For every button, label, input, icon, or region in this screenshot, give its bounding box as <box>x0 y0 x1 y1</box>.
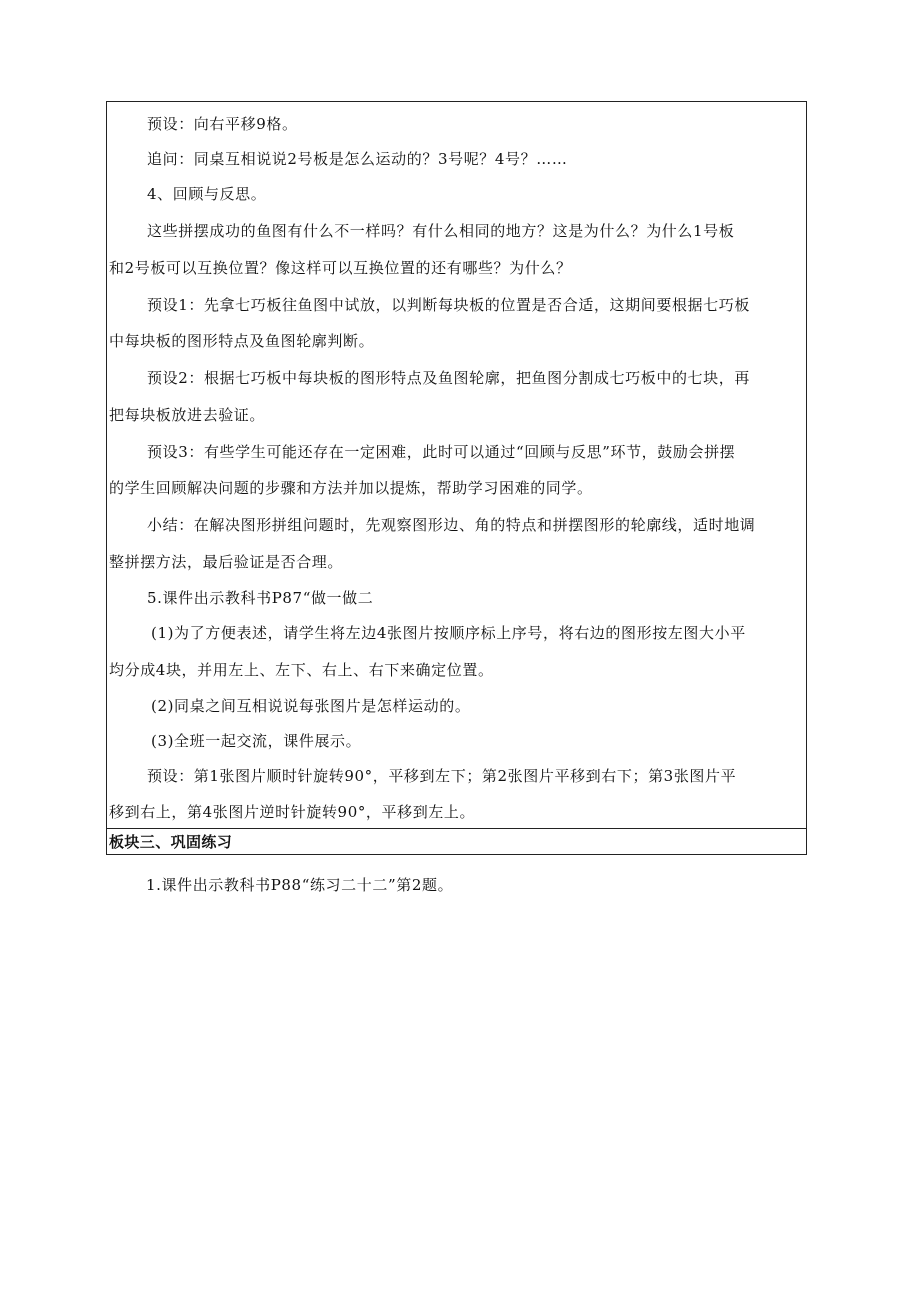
paragraph-step2: (2)同桌之间互相说说每张图片是怎样运动的。 <box>151 697 471 715</box>
paragraph-preset2-line2: 把每块板放进去验证。 <box>109 406 266 424</box>
paragraph-preset3-line2: 的学生回顾解决问题的步骤和方法并加以提炼，帮助学习困难的同学。 <box>109 479 593 497</box>
lesson-table <box>106 101 807 855</box>
paragraph-preset1-line2: 中每块板的图形特点及鱼图轮廓判断。 <box>109 332 375 350</box>
paragraph-step1-line2: 均分成4块，并用左上、左下、右上、右下来确定位置。 <box>109 661 494 679</box>
paragraph-step3: (3)全班一起交流，课件展示。 <box>151 732 362 750</box>
section-heading: 板块三、巩固练习 <box>109 833 233 851</box>
paragraph-preset-rotate-line2: 移到右上，第4张图片逆时针旋转90°，平移到左上。 <box>109 803 476 821</box>
paragraph-summary-line2: 整拼摆方法，最后验证是否合理。 <box>109 553 344 571</box>
paragraph-review-question-line1: 这些拼摆成功的鱼图有什么不一样吗？有什么相同的地方？这是为什么？为什么1号板 <box>147 222 735 240</box>
paragraph-preset1-line1: 预设1：先拿七巧板往鱼图中试放，以判断每块板的位置是否合适，这期间要根据七巧板 <box>147 296 750 314</box>
paragraph-exercise: 1.课件出示教科书P88“练习二十二”第2题。 <box>146 876 454 894</box>
paragraph-followup-question: 追问：同桌互相说说2号板是怎么运动的？3号呢？4号？…… <box>147 150 568 168</box>
paragraph-review-question-line2: 和2号板可以互换位置？像这样可以互换位置的还有哪些？为什么？ <box>109 259 572 277</box>
paragraph-step1-line1: (1)为了方便表述，请学生将左边4张图片按顺序标上序号，将右边的图形按左图大小平 <box>151 624 746 642</box>
paragraph-courseware-p87: 5.课件出示教科书P87“做一做二 <box>147 589 374 607</box>
paragraph-preset3-line1: 预设3：有些学生可能还存在一定困难，此时可以通过“回顾与反思”环节，鼓励会拼摆 <box>147 443 736 461</box>
paragraph-preset-shift: 预设：向右平移9格。 <box>147 115 298 133</box>
paragraph-preset-rotate-line1: 预设：第1张图片顺时针旋转90°，平移到左下；第2张图片平移到右下；第3张图片平 <box>147 767 737 785</box>
section-divider <box>107 828 806 829</box>
paragraph-review-heading: 4、回顾与反思。 <box>147 185 267 203</box>
paragraph-summary-line1: 小结：在解决图形拼组问题时，先观察图形边、角的特点和拼摆图形的轮廓线，适时地调 <box>147 516 756 534</box>
paragraph-preset2-line1: 预设2：根据七巧板中每块板的图形特点及鱼图轮廓，把鱼图分割成七巧板中的七块，再 <box>147 369 750 387</box>
